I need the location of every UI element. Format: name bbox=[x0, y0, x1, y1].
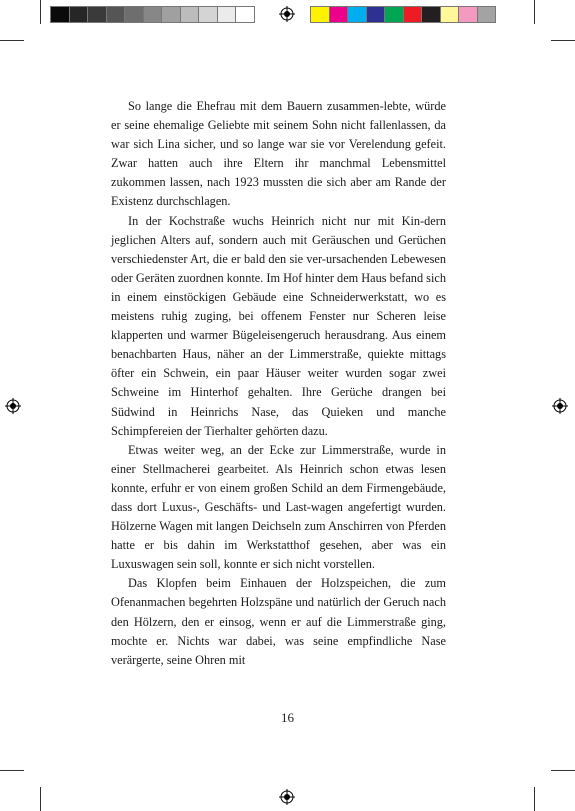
color-swatch bbox=[198, 6, 218, 23]
crop-mark bbox=[551, 40, 575, 41]
color-swatch bbox=[458, 6, 478, 23]
color-swatch bbox=[477, 6, 497, 23]
crop-mark bbox=[0, 40, 24, 41]
paragraph: In der Kochstraße wuchs Heinrich nicht nur mit Kin-dern jeglichen Alters auf, sondern auch mit Geräuschen und Gerüchen verschiedenster Art, die er bald den sie ver-ursachenden Lebewesen oder Geräten zuordnen konnte. Im Hof hinter dem Haus befand sich in einem einstöckigen Gebäude eine Schneiderwerkstatt, wo es meistens ruhig zuging, bei offenem Fenster nur Scheren leise klapperten und warmer Bügeleisengeruch herausdrang. Aus einem benachbarten Haus, näher an der Limmerstraße, quiekte mittags öfter ein Schwein, ein paar Häuser weiter wurden sogar zwei Schweine im Hinterhof gehalten. Ihre Gerüche drangen bei Südwind in Heinrichs Nase, das Quieken und manche Schimpfereien der Tierhalter gehörten dazu. bbox=[111, 213, 446, 438]
color-swatch bbox=[384, 6, 404, 23]
color-swatch bbox=[50, 6, 70, 23]
color-swatch bbox=[310, 6, 330, 23]
crop-mark bbox=[534, 0, 535, 24]
crop-mark bbox=[551, 770, 575, 771]
color-swatch bbox=[106, 6, 126, 23]
color-swatch bbox=[403, 6, 423, 23]
color-swatch bbox=[180, 6, 200, 23]
color-swatch bbox=[161, 6, 181, 23]
color-swatch bbox=[329, 6, 349, 23]
registration-mark-bottom bbox=[279, 789, 295, 805]
paragraph: So lange die Ehefrau mit dem Bauern zusammen-lebte, würde er seine ehemalige Geliebte mit seinem Sohn nicht fallenlassen, da war sich Lina sicher, und so lange war sie vor Verelendung gefeit. Zwar hatten auch ihre Eltern ihr manchmal Lebensmittel zukommen lassen, nach 1923 mussten die sich aber am Rande der Existenz durchschlagen. bbox=[111, 99, 446, 209]
color-swatch bbox=[235, 6, 255, 23]
registration-mark-top bbox=[279, 6, 295, 22]
paragraph: Das Klopfen beim Einhauen der Holzspeichen, die zum Ofenanmachen begehrten Holzspäne und natürlich der Geruch nach den Hölzern, den er einsog, wenn er auf die Limmerstraße ging, mochte er. Nichts war dabei, was seine empfindliche Nase verärgerte, seine Ohren mit bbox=[111, 576, 446, 667]
color-swatch bbox=[347, 6, 367, 23]
color-swatch bbox=[217, 6, 237, 23]
color-swatch bbox=[421, 6, 441, 23]
crop-mark bbox=[40, 787, 41, 811]
process-color-bar bbox=[310, 6, 495, 23]
body-text bbox=[111, 97, 446, 670]
color-swatch bbox=[69, 6, 89, 23]
grayscale-bar bbox=[50, 6, 254, 23]
registration-mark-left bbox=[5, 398, 21, 414]
crop-mark bbox=[40, 0, 41, 24]
color-swatch bbox=[124, 6, 144, 23]
registration-mark-right bbox=[552, 398, 568, 414]
color-swatch bbox=[87, 6, 107, 23]
paragraph: Etwas weiter weg, an der Ecke zur Limmerstraße, wurde in einer Stellmacherei gearbeitet. Als Heinrich schon etwas lesen konnte, erfuhr er von einem großen Schild an dem Firmengebäude, dass dort Luxus-, Geschäfts- und Last-wagen angefertigt wurden. Hölzerne Wagen mit langen Deichseln zum Anschirren von Pferden hatte er bis dahin im Werkstatthof gesehen, aber was ein Luxuswagen sein soll, konnte er sich nicht vorstellen. bbox=[111, 442, 446, 572]
color-swatch bbox=[143, 6, 163, 23]
page-number: 16 bbox=[281, 710, 294, 725]
crop-mark bbox=[534, 787, 535, 811]
color-swatch bbox=[440, 6, 460, 23]
crop-mark bbox=[0, 770, 24, 771]
color-swatch bbox=[366, 6, 386, 23]
